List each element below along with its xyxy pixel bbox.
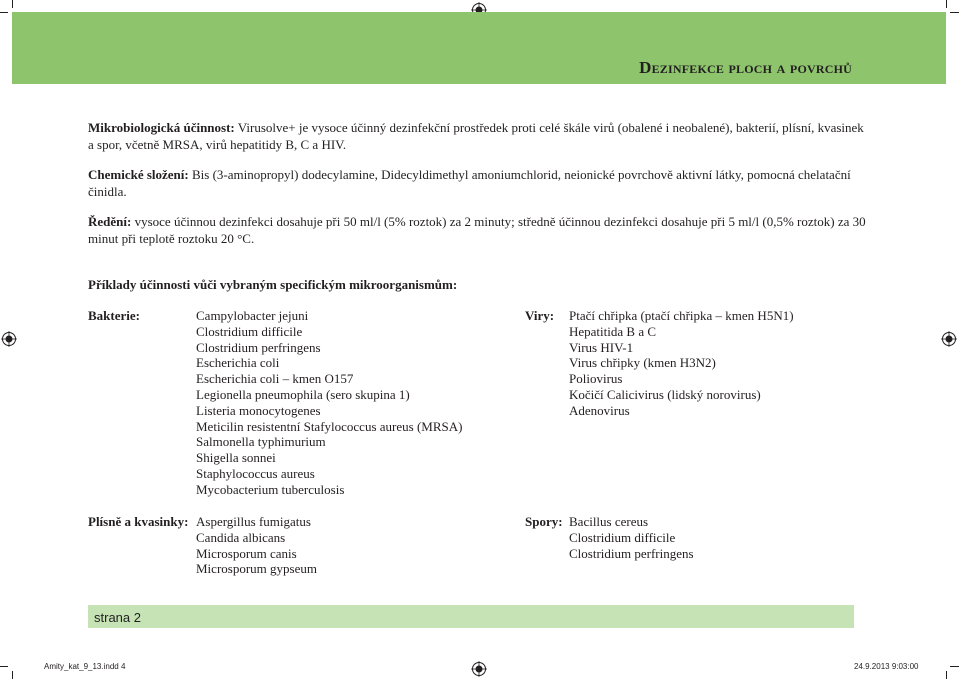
bacteria-label: Bakterie: xyxy=(88,308,140,323)
crop-mark xyxy=(0,666,8,667)
list-item: Bacillus cereus xyxy=(569,514,649,529)
list-item: Aspergillus fumigatus xyxy=(196,514,311,529)
viruses-label: Viry: xyxy=(525,308,555,323)
crop-mark xyxy=(12,671,13,679)
paragraph-label: Chemické složení: xyxy=(88,167,189,182)
list-item: Kočičí Calicivirus (lidský norovirus) xyxy=(569,386,761,402)
list-item: Clostridium perfringens xyxy=(569,545,694,561)
section-title: Dezinfekce ploch a povrchů xyxy=(639,58,852,77)
list-item: Clostridium difficile xyxy=(569,529,676,545)
list-item: Salmonella typhimurium xyxy=(196,434,326,450)
crop-mark xyxy=(12,0,13,8)
list-item: Hepatitida B a C xyxy=(569,323,657,339)
list-item: Mycobacterium tuberculosis xyxy=(196,481,345,497)
list-item: Candida albicans xyxy=(196,529,286,545)
registration-mark-icon xyxy=(471,661,487,677)
crop-mark xyxy=(946,0,947,8)
viruses-list xyxy=(569,308,794,419)
registration-mark-icon xyxy=(941,331,957,347)
list-item: Staphylococcus aureus xyxy=(196,465,315,481)
list-item: Clostridium perfringens xyxy=(196,339,321,355)
examples-heading: Příklady účinnosti vůči vybraným specifickým mikroorganismům: xyxy=(88,277,458,292)
list-item: Microsporum canis xyxy=(196,545,297,561)
crop-mark xyxy=(950,12,959,13)
list-item: Listeria monocytogenes xyxy=(196,402,321,418)
chemical-composition-paragraph xyxy=(88,166,868,200)
paragraph-text: Bis (3-aminopropyl) dodecylamine, Didecyldimethyl amoniumchlorid, neionické povrchově aktivní látky, pomocná chelatační činidla. xyxy=(88,167,851,199)
list-item: Meticilin resistentní Stafylococcus aureus (MRSA) xyxy=(196,418,463,434)
list-item: Clostridium difficile xyxy=(196,323,303,339)
dilution-paragraph xyxy=(88,213,868,247)
footer-band xyxy=(88,605,854,628)
bacteria-list xyxy=(196,308,462,498)
crop-mark xyxy=(946,671,947,679)
slug-timestamp: 24.9.2013 9:03:00 xyxy=(854,662,919,671)
fungi-label: Plísně a kvasinky: xyxy=(88,514,189,529)
registration-mark-icon xyxy=(1,331,17,347)
paragraph-text: Virusolve+ je vysoce účinný dezinfekční prostředek proti celé škále virů (obalené i neobalené), bakterií, plísní, kvasinek a spor, včetně MRSA, virů hepatitidy B, C a HIV. xyxy=(88,120,864,152)
list-item: Shigella sonnei xyxy=(196,450,276,466)
list-item: Campylobacter jejuni xyxy=(196,308,309,323)
list-item: Escherichia coli xyxy=(196,355,280,371)
list-item: Virus HIV-1 xyxy=(569,339,634,355)
slug-file: Amity_kat_9_13.indd 4 xyxy=(44,662,126,671)
list-item: Escherichia coli – kmen O157 xyxy=(196,371,354,387)
list-item: Poliovirus xyxy=(569,371,623,387)
spores-list xyxy=(569,514,694,561)
spores-label: Spory: xyxy=(525,514,563,529)
list-item: Ptačí chřipka (ptačí chřipka – kmen H5N1) xyxy=(569,308,794,323)
list-item: Virus chřipky (kmen H3N2) xyxy=(569,355,716,371)
crop-mark xyxy=(0,12,8,13)
list-item: Microsporum gypseum xyxy=(196,561,317,577)
fungi-list xyxy=(196,514,317,577)
paragraph-text: vysoce účinnou dezinfekci dosahuje při 50 ml/l (5% roztok) za 2 minuty; středně účinnou dezinfekci dosahuje při 5 ml/l (0,5% roztok) za 30 minut při teplotě roztoku 20 °C. xyxy=(88,214,866,246)
page-label: strana 2 xyxy=(94,610,141,625)
list-item: Adenovirus xyxy=(569,402,630,418)
crop-mark xyxy=(950,666,959,667)
paragraph-label: Mikrobiologická účinnost: xyxy=(88,120,235,135)
microbiological-efficacy-paragraph xyxy=(88,119,868,153)
list-item: Legionella pneumophila (sero skupina 1) xyxy=(196,386,410,402)
paragraph-label: Ředění: xyxy=(88,214,132,229)
